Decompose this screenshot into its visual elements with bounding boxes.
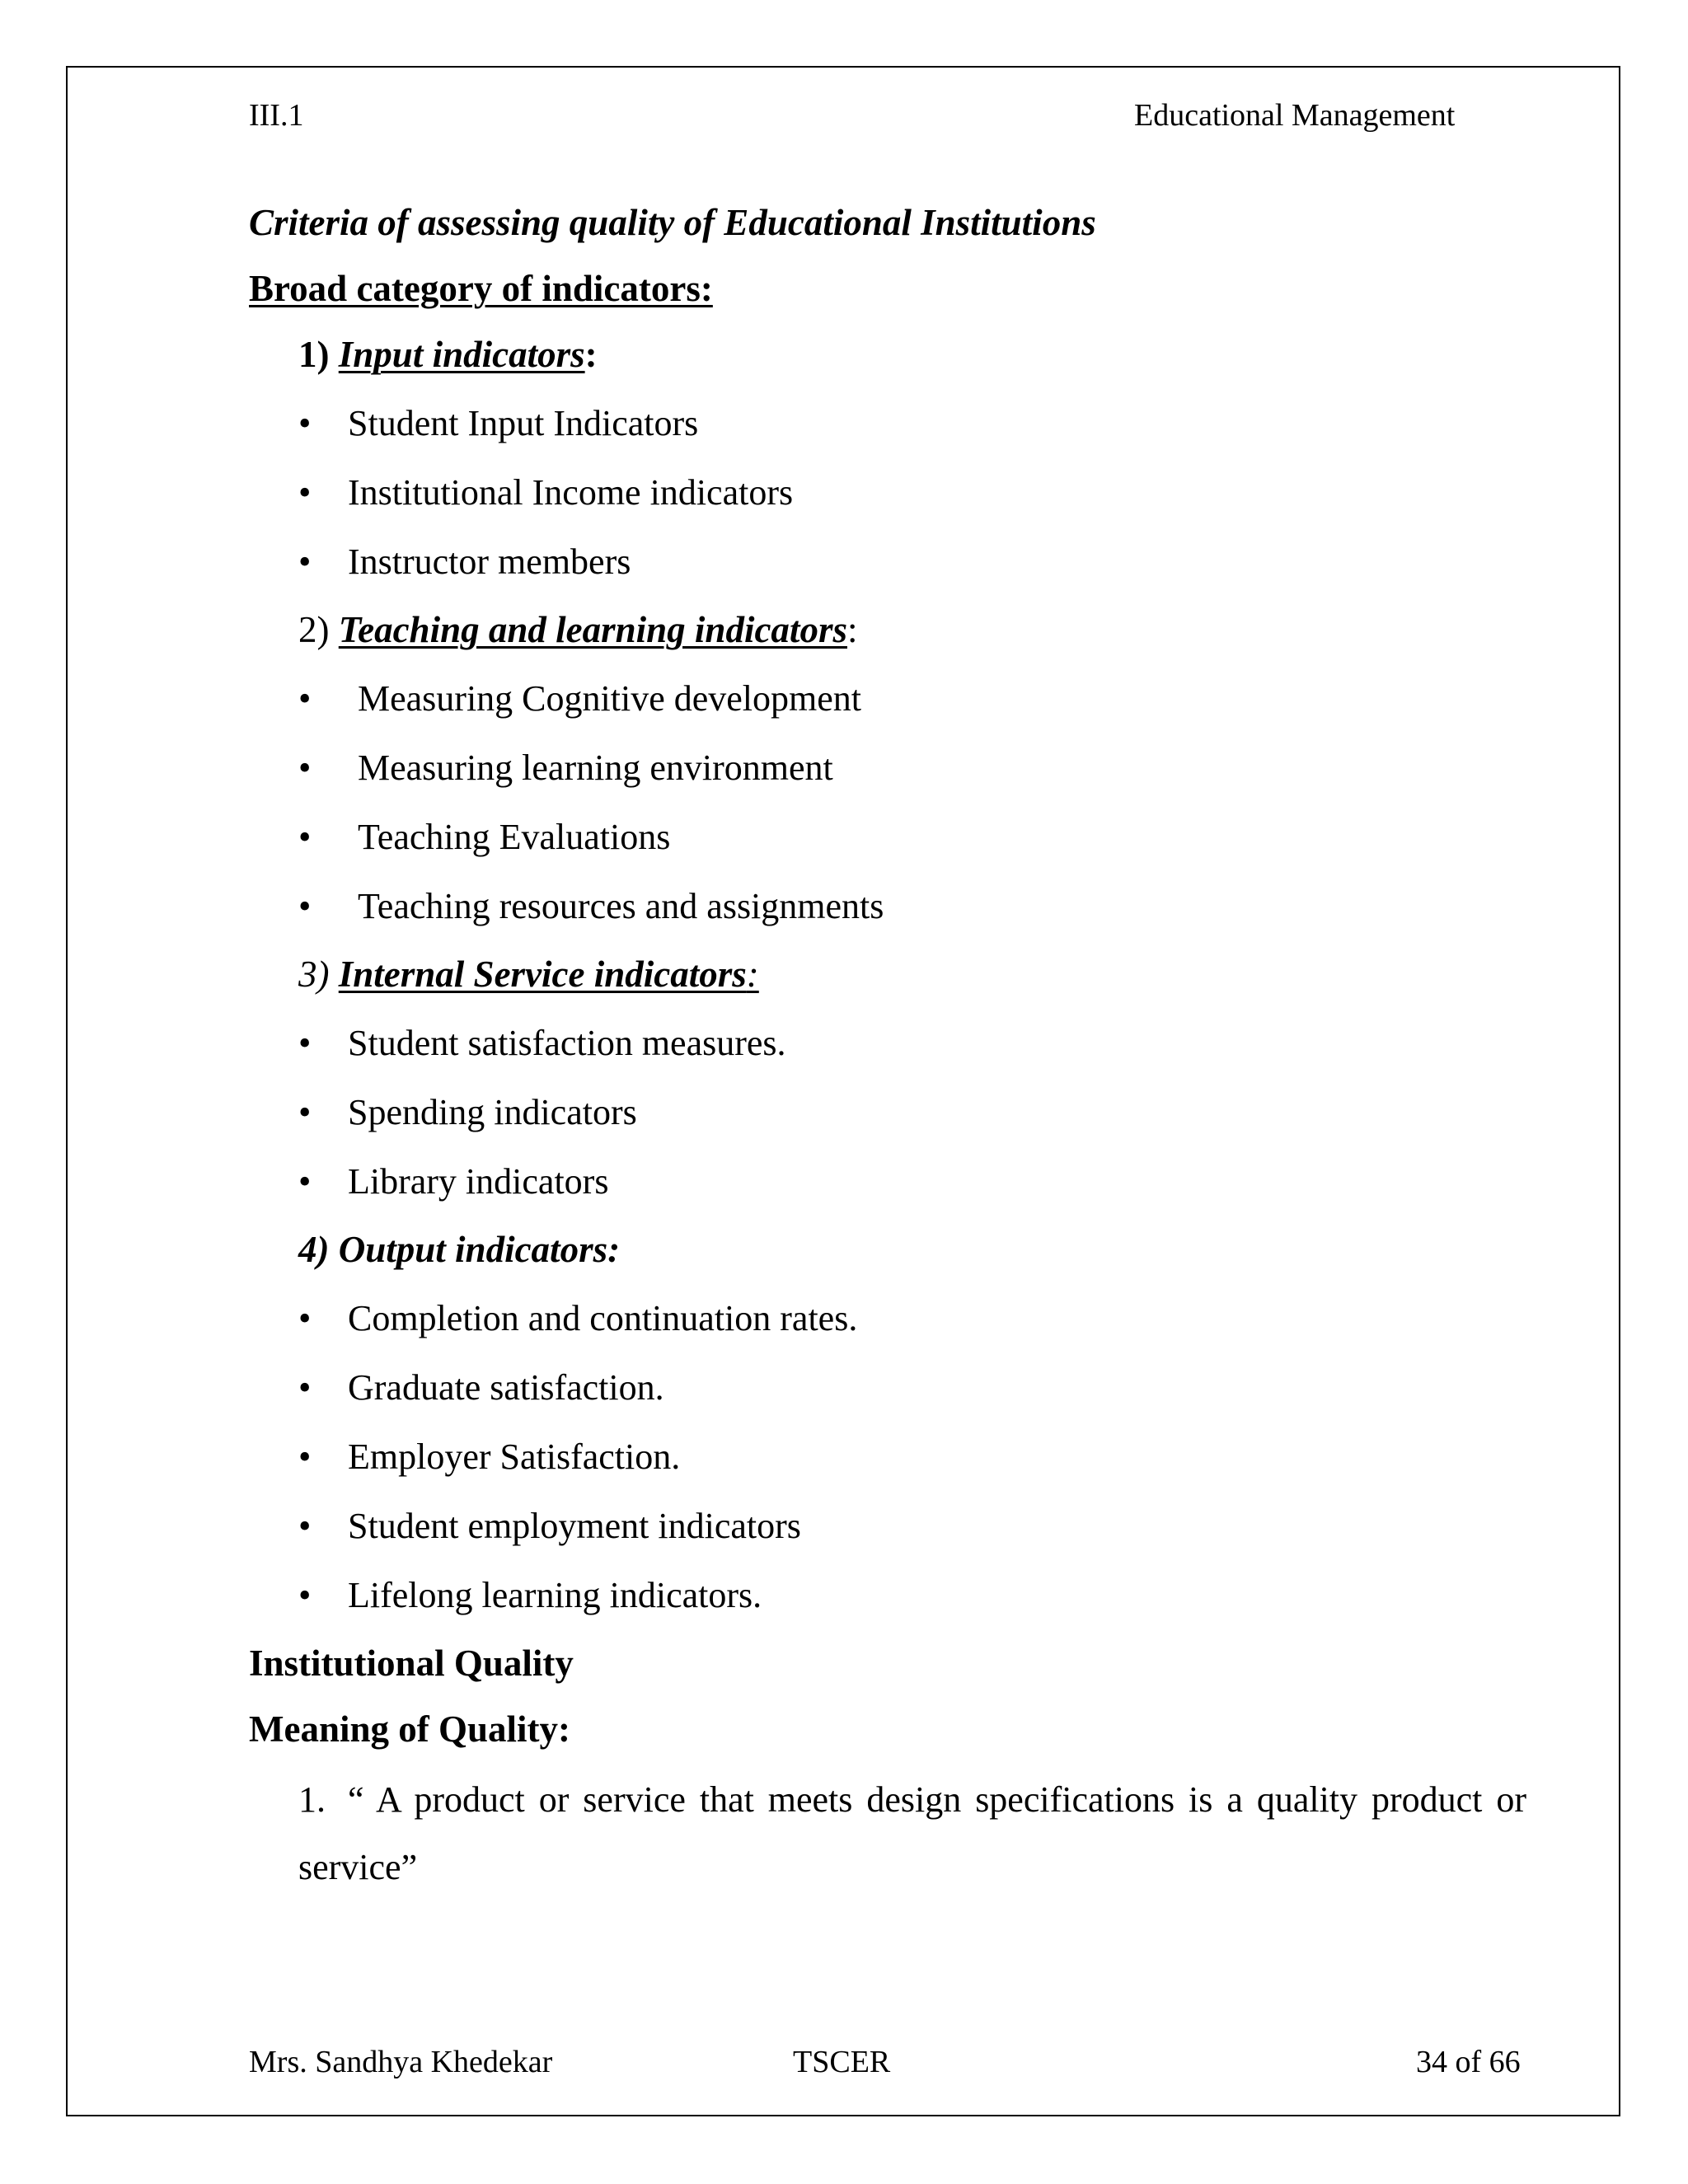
meaning-of-quality-heading: Meaning of Quality: <box>249 1708 570 1750</box>
section-3-suffix: : <box>746 954 759 995</box>
section-3-label: Internal Service indicators <box>338 954 747 995</box>
section-1-suffix: : <box>584 334 598 375</box>
list-item <box>298 470 793 516</box>
footer-organization: TSCER <box>793 2045 891 2079</box>
list-item <box>298 539 631 585</box>
bullet-icon: • <box>298 1092 312 1132</box>
list-item-text: Lifelong learning indicators. <box>348 1575 762 1615</box>
bullet-icon: • <box>298 472 312 513</box>
bullet-icon: • <box>298 1367 312 1408</box>
list-item-text: Instructor members <box>348 541 631 582</box>
section-2-heading <box>298 607 857 653</box>
bullet-icon: • <box>298 1161 312 1202</box>
list-item-text: Measuring Cognitive development <box>358 678 861 719</box>
definition-number: 1. <box>298 1779 326 1820</box>
list-item <box>298 1296 857 1342</box>
bullet-icon: • <box>298 748 312 788</box>
section-2-label: Teaching and learning indicators <box>338 609 847 650</box>
list-item <box>298 883 884 930</box>
footer-page-number: 34 of 66 <box>1416 2045 1521 2079</box>
list-item <box>298 1365 664 1411</box>
section-4-heading <box>298 1226 620 1272</box>
list-item <box>298 1572 762 1619</box>
list-item-text: Graduate satisfaction. <box>348 1367 664 1408</box>
list-item-text: Student Input Indicators <box>348 403 699 443</box>
bullet-icon: • <box>298 541 312 582</box>
footer-author: Mrs. Sandhya Khedekar <box>249 2045 553 2079</box>
list-item <box>298 1503 801 1549</box>
institutional-quality-heading: Institutional Quality <box>249 1643 574 1684</box>
list-item-text: Student satisfaction measures. <box>348 1023 786 1063</box>
list-item <box>298 814 670 860</box>
section-3-heading <box>298 951 759 997</box>
broad-category-heading <box>249 265 713 312</box>
bullet-icon: • <box>298 886 312 926</box>
bullet-icon: • <box>298 678 312 719</box>
section-2-number: 2) <box>298 609 330 650</box>
bullet-icon: • <box>298 1436 312 1477</box>
list-item <box>298 1159 608 1205</box>
list-item <box>298 1090 637 1136</box>
header-subject: Educational Management <box>1134 98 1456 133</box>
section-4-number: 4) <box>298 1229 330 1270</box>
bullet-icon: • <box>298 1575 312 1615</box>
list-item-text: Spending indicators <box>348 1092 637 1132</box>
list-item <box>298 1434 680 1480</box>
list-item-text: Student employment indicators <box>348 1506 801 1546</box>
section-4-label: Output indicators: <box>338 1229 621 1270</box>
page-title: Criteria of assessing quality of Educational Institutions <box>249 202 1096 243</box>
list-item-text: Measuring learning environment <box>358 748 833 788</box>
section-1-heading <box>298 331 598 377</box>
list-item <box>298 1020 786 1066</box>
header-section-number: III.1 <box>249 98 304 133</box>
section-1-number: 1) <box>298 334 330 375</box>
list-item <box>298 745 833 791</box>
section-3-number: 3) <box>298 954 330 995</box>
list-item <box>298 401 698 447</box>
broad-category-heading-text: Broad category of indicators: <box>249 268 713 309</box>
section-1-label: Input indicators <box>338 334 585 375</box>
quality-definition-1 <box>298 1766 1526 1901</box>
bullet-icon: • <box>298 1023 312 1063</box>
definition-text: “ A product or service that meets design specifications is a quality product or service” <box>298 1779 1526 1887</box>
bullet-icon: • <box>298 817 312 857</box>
list-item-text: Library indicators <box>348 1161 609 1202</box>
bullet-icon: • <box>298 403 312 443</box>
list-item-text: Institutional Income indicators <box>348 472 794 513</box>
list-item-text: Completion and continuation rates. <box>348 1298 858 1338</box>
list-item-text: Teaching resources and assignments <box>358 886 884 926</box>
list-item <box>298 676 861 722</box>
list-item-text: Employer Satisfaction. <box>348 1436 681 1477</box>
section-2-suffix: : <box>846 609 858 650</box>
bullet-icon: • <box>298 1298 312 1338</box>
bullet-icon: • <box>298 1506 312 1546</box>
list-item-text: Teaching Evaluations <box>358 817 671 857</box>
